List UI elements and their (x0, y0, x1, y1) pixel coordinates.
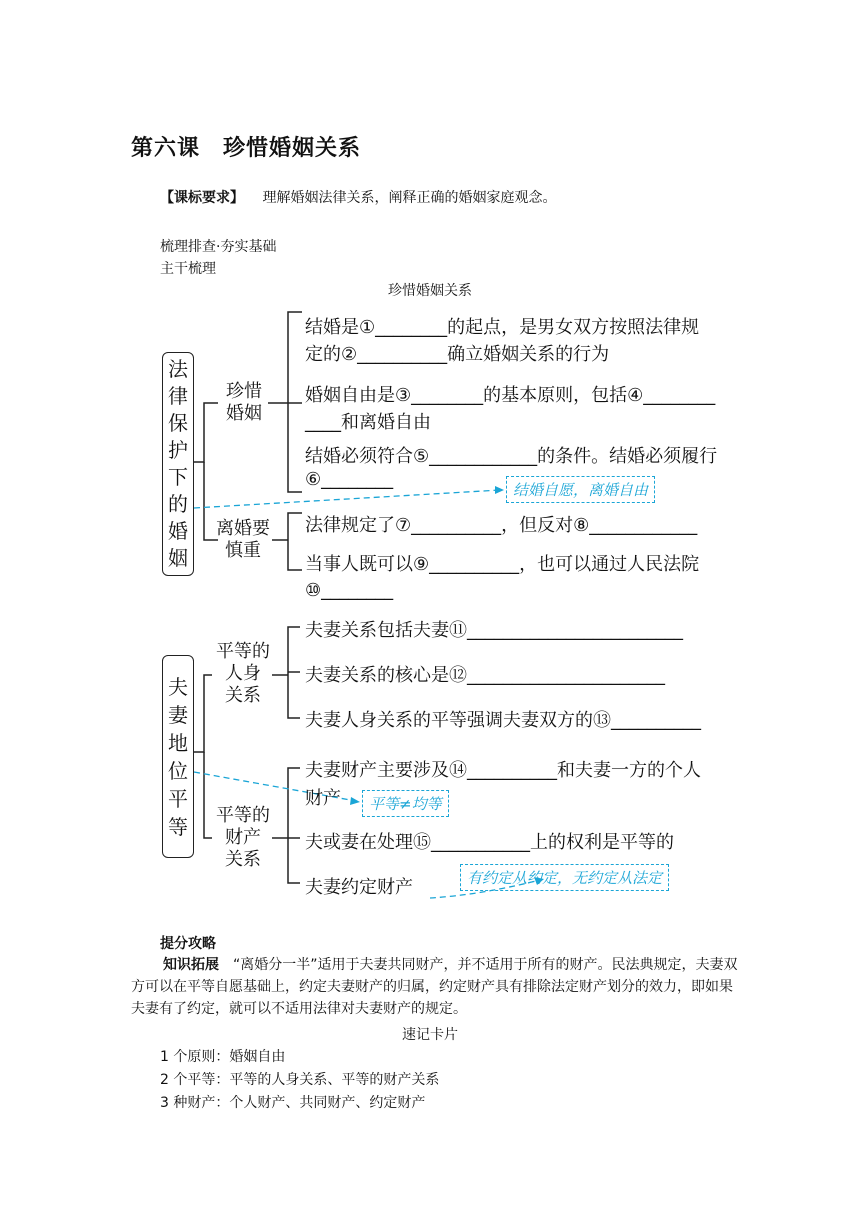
fill-line-4: ____和离婚自由 (305, 412, 431, 433)
branch-cherish-marriage: 珍惜 婚姻 (226, 381, 262, 424)
fill-line-2: 定的②__________确立婚姻关系的行为 (305, 344, 610, 365)
fill-line-13: 夫妻财产主要涉及⑭__________和夫妻一方的个人 (305, 760, 701, 781)
branch-personal-equality: 平等的 人身 关系 (216, 641, 270, 706)
root-legal-protection-box: 法 律 保 护 下 的 婚 姻 (162, 352, 194, 576)
fill-line-12: 夫妻人身关系的平等强调夫妻双方的⑬__________ (305, 710, 701, 731)
fill-line-7: 法律规定了⑦__________，但反对⑧____________ (305, 515, 698, 536)
knowledge-extension (131, 954, 741, 1020)
branch-divorce-caution: 离婚要 慎重 (216, 518, 270, 561)
quick-card-item: 2 个平等：平等的人身关系、平等的财产关系 (160, 1072, 440, 1088)
fill-line-11: 夫妻关系的核心是⑫______________________ (305, 665, 665, 686)
tips-heading: 提分攻略 (160, 936, 216, 952)
handwritten-note-marriage-freedom: 结婚自愿，离婚自由 (506, 476, 655, 503)
branch-property-equality: 平等的 财产 关系 (216, 805, 270, 870)
fill-line-8: 当事人既可以⑨__________，也可以通过人民法院 (305, 554, 700, 575)
handwritten-note-agreement-rule: 有约定从约定，无约定从法定 (460, 864, 669, 891)
fill-line-3: 婚姻自由是③________的基本原则，包括④________ (305, 385, 716, 406)
quick-card-item: 3 种财产：个人财产、共同财产、约定财产 (160, 1095, 426, 1111)
mindmap-title: 珍惜婚姻关系 (388, 283, 472, 299)
handwritten-note-equal-not-even: 平等≠均等 (362, 790, 449, 817)
subsection-heading: 主干梳理 (160, 261, 216, 277)
fill-line-10: 夫妻关系包括夫妻⑪________________________ (305, 620, 683, 641)
knowledge-extension-label: 知识拓展 (163, 957, 219, 973)
root-equality-box: 夫 妻 地 位 平 等 (162, 655, 194, 858)
fill-line-1: 结婚是①________的起点，是男女双方按照法律规 (305, 317, 700, 338)
fill-line-6: ⑥________ (305, 469, 394, 490)
fill-line-15: 夫或妻在处理⑮___________上的权利是平等的 (305, 832, 674, 853)
page-title: 第六课 珍惜婚姻关系 (131, 136, 362, 161)
quick-card-item: 1 个原则：婚姻自由 (160, 1049, 286, 1065)
fill-line-5: 结婚必须符合⑤____________的条件。结婚必须履行 (305, 446, 718, 467)
quick-card-title: 速记卡片 (402, 1027, 458, 1043)
requirement-label: 【课标要求】 (160, 190, 244, 206)
fill-line-9: ⑩________ (305, 580, 394, 601)
fill-line-16: 夫妻约定财产 (305, 877, 413, 898)
section-heading: 梳理排查·夯实基础 (160, 239, 277, 255)
requirement-text: 理解婚姻法律关系，阐释正确的婚姻家庭观念。 (262, 190, 557, 206)
knowledge-extension-text: “离婚分一半”适用于夫妻共同财产，并不适用于所有的财产。民法典规定，夫妻双方可以在平等自愿基础上，约定夫妻财产的归属，约定财产具有排除法定财产划分的效力，即如果夫妻有了约定，就可以不适用法律对夫妻财产的规定。 (131, 957, 738, 1017)
fill-line-14: 财产 (305, 788, 341, 809)
